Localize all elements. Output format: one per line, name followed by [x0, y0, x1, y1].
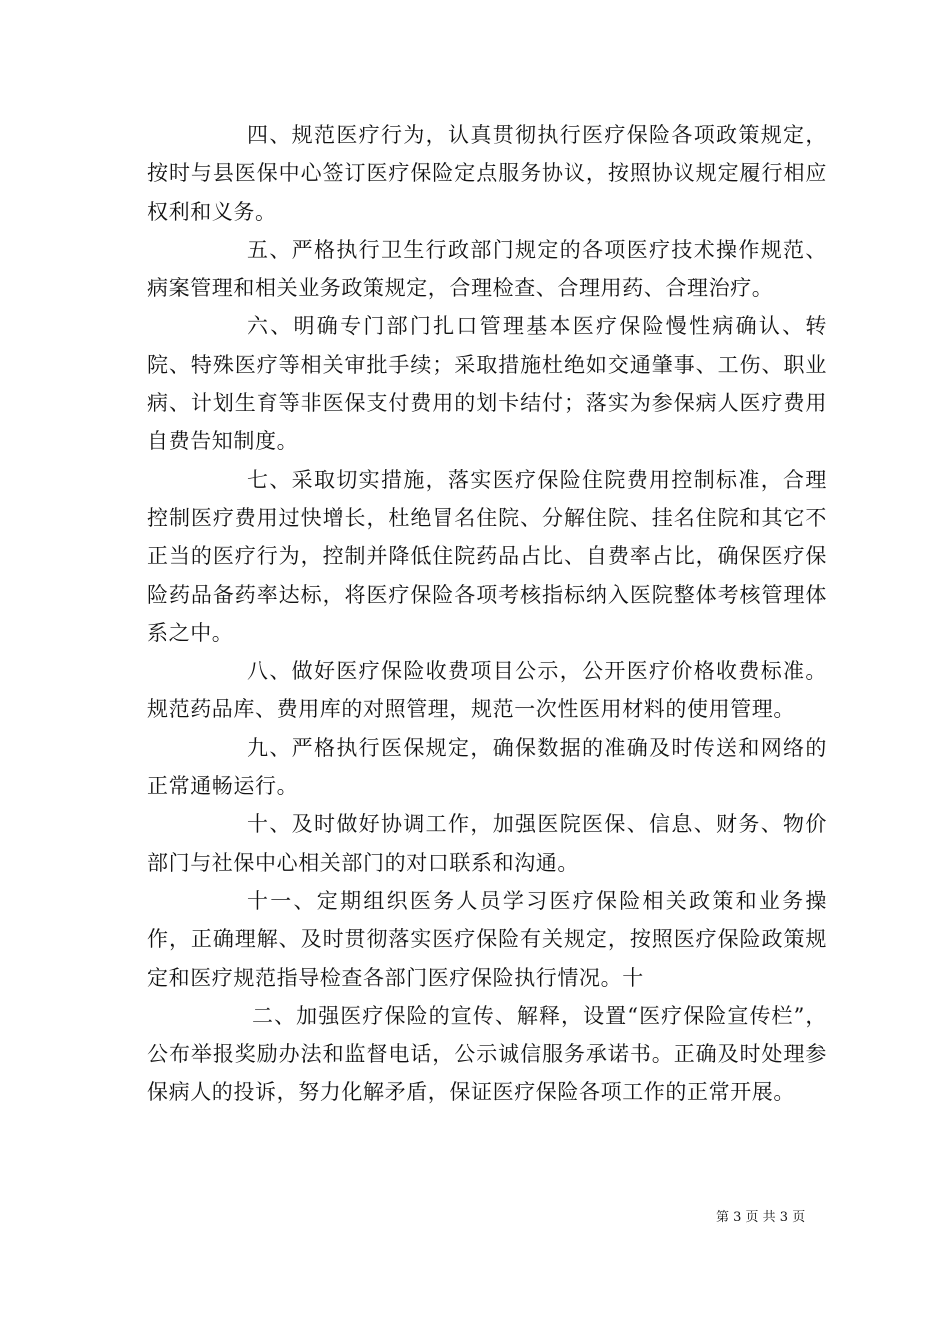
paragraph-10: 十、及时做好协调工作，加强医院医保、信息、财务、物价部门与社保中心相关部门的对口联系和沟通。: [147, 812, 827, 875]
paragraph-4: 四、规范医疗行为，认真贯彻执行医疗保险各项政策规定，按时与县医保中心签订医疗保险定点服务协议，按照协议规定履行相应权利和义务。: [147, 123, 827, 224]
page-number-footer: 第 3 页 共 3 页: [716, 1210, 806, 1225]
paragraph-9: 九、严格执行医保规定，确保数据的准确及时传送和网络的正常通畅运行。: [147, 735, 827, 799]
paragraph-12: 二、加强医疗保险的宣传、解释，设置“医疗保险宣传栏”，公布举报奖励办法和监督电话，公示诚信服务承诺书。正确及时处理参保病人的投诉，努力化解矛盾，保证医疗保险各项工作的正常开展。: [147, 1003, 827, 1105]
paragraph-11: 十一、定期组织医务人员学习医疗保险相关政策和业务操作，正确理解、及时贯彻落实医疗保险有关规定，按照医疗保险政策规定和医疗规范指导检查各部门医疗保险执行情况。十: [147, 888, 827, 990]
paragraph-8: 八、做好医疗保险收费项目公示，公开医疗价格收费标准。规范药品库、费用库的对照管理，规范一次性医用材料的使用管理。: [147, 659, 827, 722]
document-body: [147, 116, 827, 1112]
paragraph-6: 六、明确专门部门扎口管理基本医疗保险慢性病确认、转院、特殊医疗等相关审批手续；采取措施杜绝如交通肇事、工伤、职业病、计划生育等非医保支付费用的划卡结付；落实为参保病人医疗费用自费告知制度。: [147, 314, 827, 454]
paragraph-7: 七、采取切实措施，落实医疗保险住院费用控制标准，合理控制医疗费用过快增长，杜绝冒名住院、分解住院、挂名住院和其它不正当的医疗行为，控制并降低住院药品占比、自费率占比，确保医疗保险药品备药率达标，将医疗保险各项考核指标纳入医院整体考核管理体系之中。: [147, 467, 827, 645]
paragraph-5: 五、严格执行卫生行政部门规定的各项医疗技术操作规范、病案管理和相关业务政策规定，合理检查、合理用药、合理治疗。: [147, 237, 827, 301]
